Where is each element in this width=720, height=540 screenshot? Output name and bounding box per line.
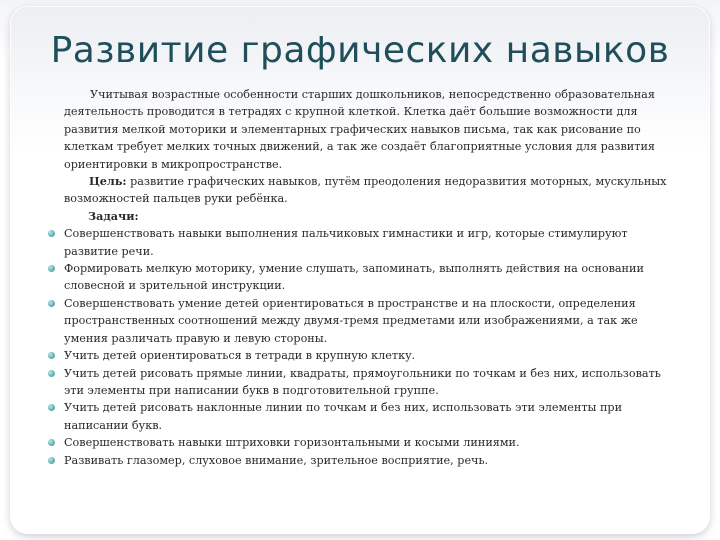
bullet-dot-icon bbox=[48, 265, 55, 272]
task-item bbox=[48, 295, 682, 347]
goal-paragraph bbox=[48, 173, 682, 208]
bullet-dot-icon bbox=[48, 230, 55, 237]
task-item bbox=[48, 225, 682, 260]
bullet-dot-icon bbox=[48, 352, 55, 359]
task-text: Учить детей ориентироваться в тетради в крупную клетку. bbox=[64, 349, 416, 363]
bullet-dot-icon bbox=[48, 300, 55, 307]
slide-content bbox=[48, 86, 682, 469]
task-text: Совершенствовать умение детей ориентироваться в пространстве и на плоскости, определения пространственных соотношений между двумя-тремя предметами или изображениями, а так же умения различать правую и левую стороны. bbox=[64, 296, 638, 345]
goal-label: Цель: bbox=[89, 174, 127, 189]
task-text: Учить детей рисовать наклонные линии по точкам и без них, использовать эти элементы при написании букв. bbox=[64, 401, 623, 432]
task-text: Развивать глазомер, слуховое внимание, зрительное восприятие, речь. bbox=[64, 453, 489, 467]
task-item bbox=[48, 434, 682, 451]
goal-text: развитие графических навыков, путём преодоления недоразвития моторных, мускульных возможностей пальцев руки ребёнка. bbox=[64, 175, 667, 206]
task-text: Формировать мелкую моторику, умение слушать, запоминать, выполнять действия на основании словесной и зрительной инструкции. bbox=[64, 262, 644, 293]
bullet-dot-icon bbox=[48, 439, 55, 446]
bullet-dot-icon bbox=[48, 404, 55, 411]
task-item bbox=[48, 452, 682, 469]
intro-paragraph: Учитывая возрастные особенности старших дошкольников, непосредственно образовательная деятельность проводится в тетрадях с крупной клеткой. Клетка даёт большие возможности для развития мелкой моторики и элементарных графических навыков письма, так как рисование по клеткам требует мелких точных движений, а так же создаёт благоприятные условия для развития ориентировки в микропространстве. bbox=[64, 88, 655, 171]
task-item bbox=[48, 399, 682, 434]
tasks-heading: Задачи: bbox=[88, 208, 139, 223]
bullet-dot-icon bbox=[48, 457, 55, 464]
tasks-list bbox=[48, 225, 682, 469]
task-text: Совершенствовать навыки выполнения пальчиковых гимнастики и игр, которые стимулируют развитие речи. bbox=[64, 227, 628, 258]
task-item bbox=[48, 260, 682, 295]
task-text: Совершенствовать навыки штриховки горизонтальными и косыми линиями. bbox=[64, 436, 520, 450]
bullet-dot-icon bbox=[48, 370, 55, 377]
task-item bbox=[48, 347, 682, 364]
task-item bbox=[48, 365, 682, 400]
slide-title: Развитие графических навыков bbox=[50, 30, 670, 71]
task-text: Учить детей рисовать прямые линии, квадраты, прямоугольники по точкам и без них, использовать эти элементы при написании букв в подготовительной группе. bbox=[64, 366, 661, 397]
